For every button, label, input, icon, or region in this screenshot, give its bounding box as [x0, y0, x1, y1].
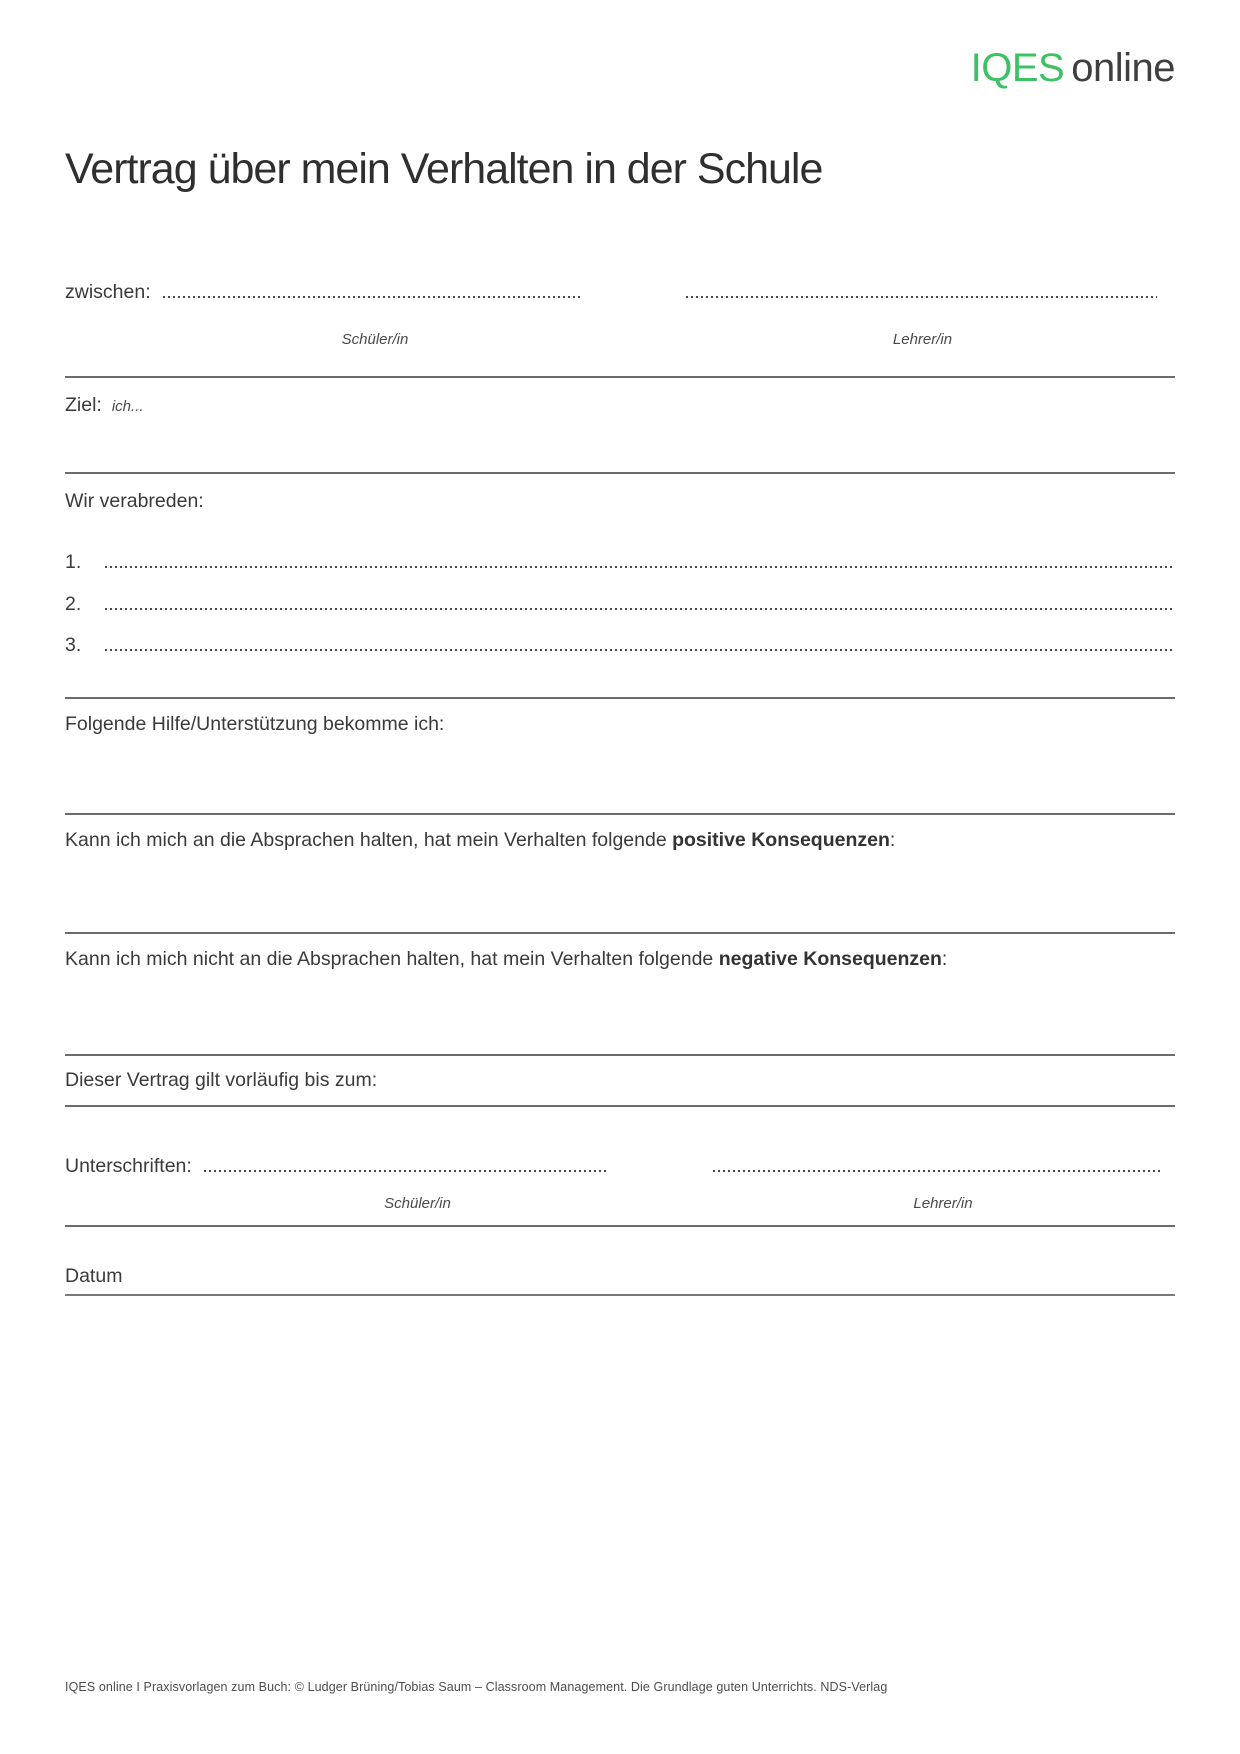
section-rule: [65, 376, 1175, 378]
section-rule: [65, 1105, 1175, 1107]
goal-label: Ziel:: [65, 393, 102, 416]
header: [65, 0, 1175, 88]
logo-online-text: online: [1071, 46, 1175, 90]
signatures-row: [65, 1155, 1175, 1178]
agreement-item-3: [65, 634, 1175, 657]
between-role-labels: [65, 331, 1175, 348]
negative-bold-text: negative Konsequenzen: [718, 948, 942, 971]
section-rule: [65, 472, 1175, 474]
positive-text-before: Kann ich mich an die Absprachen halten, hat mein Verhalten folgende: [65, 829, 673, 852]
agreement-heading: Wir verabreden:: [65, 490, 204, 513]
goal-row: [65, 394, 1175, 417]
signatures-label: Unterschriften:: [65, 1155, 192, 1178]
agreement-blank-line-1: [105, 563, 1172, 568]
page-title: Vertrag über mein Verhalten in der Schule: [65, 145, 823, 193]
signature-role-labels: [65, 1195, 1175, 1212]
student-role-label: Schüler/in: [341, 330, 409, 348]
section-rule: [65, 813, 1175, 815]
agreement-item-number: 2.: [65, 592, 82, 615]
support-heading: Folgende Hilfe/Unterstützung bekomme ich:: [65, 712, 445, 735]
iqes-online-logo: [971, 48, 1175, 88]
between-student-blank-line: [163, 293, 583, 298]
agreement-item-number: 1.: [65, 551, 82, 574]
between-row: [65, 281, 1175, 304]
negative-text-after: :: [941, 948, 948, 971]
negative-consequences-sentence: [65, 948, 1175, 971]
positive-bold-text: positive Konsequenzen: [672, 829, 890, 852]
agreement-item-1: [65, 551, 1175, 574]
logo-iqes-text: IQES: [970, 46, 1065, 90]
positive-text-after: :: [889, 829, 896, 852]
signature-teacher-role-label: Lehrer/in: [913, 1194, 973, 1212]
agreement-item-number: 3.: [65, 634, 82, 657]
between-teacher-blank-line: [686, 293, 1157, 298]
signature-student-role-label: Schüler/in: [384, 1194, 451, 1212]
validity-label: Dieser Vertrag gilt vorläufig bis zum:: [65, 1068, 378, 1091]
section-rule: [65, 1225, 1175, 1227]
section-rule: [65, 697, 1175, 699]
date-label: Datum: [65, 1264, 123, 1287]
footer-credit: IQES online I Praxisvorlagen zum Buch: © Ludger Brüning/Tobias Saum – Classroom Management. Die Grundlage guten Unterrichts. NDS-Verlag: [65, 1680, 888, 1694]
signature-teacher-blank-line: [713, 1167, 1162, 1172]
agreement-item-2: [65, 593, 1175, 616]
positive-consequences-sentence: [65, 829, 1175, 852]
date-underline: [65, 1294, 1175, 1296]
section-rule: [65, 1054, 1175, 1056]
teacher-role-label: Lehrer/in: [892, 330, 953, 348]
signature-student-blank-line: [204, 1167, 609, 1172]
goal-hint: ich...: [111, 397, 144, 415]
negative-text-before: Kann ich mich nicht an die Absprachen halten, hat mein Verhalten folgende: [65, 948, 719, 971]
agreement-blank-line-3: [105, 646, 1172, 651]
between-label: zwischen:: [65, 281, 151, 304]
section-rule: [65, 932, 1175, 934]
agreement-blank-line-2: [105, 605, 1172, 610]
